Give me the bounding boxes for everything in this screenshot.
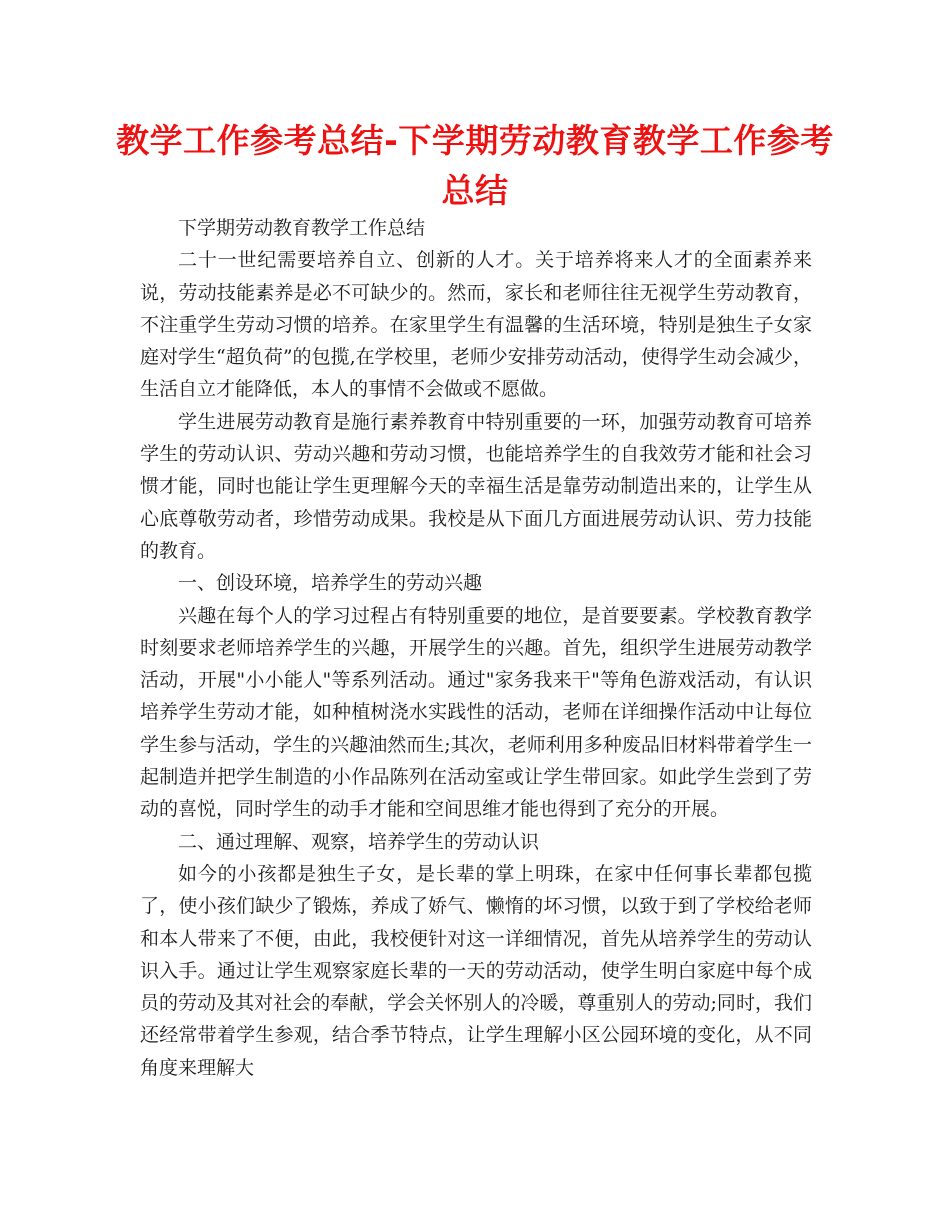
- subtitle-paragraph: 下学期劳动教育教学工作总结: [178, 217, 426, 239]
- document-body: [140, 212, 812, 1084]
- document-title: 教学工作参考总结-下学期劳动教育教学工作参考总结: [116, 121, 834, 210]
- body-paragraph: 如今的小孩都是独生子女，是长辈的掌上明珠，在家中任何事长辈都包揽了，使小孩们缺少了锻炼，养成了娇气、懒惰的坏习惯，以致于到了学校给老师和本人带来了不便，由此，我校便针对这一详细情况，首先从培养学生的劳动认识入手。通过让学生观察家庭长辈的一天的劳动活动，使学生明白家庭中每个成员的劳动及其对社会的奉献，学会关怀别人的冷暖，尊重别人的劳动;同时，我们还经常带着学生参观，结合季节特点，让学生理解小区公园环境的变化，从不同角度来理解大: [140, 862, 812, 1079]
- body-paragraph: 学生进展劳动教育是施行素养教育中特别重要的一环，加强劳动教育可培养学生的劳动认识、劳动兴趣和劳动习惯，也能培养学生的自我效劳才能和社会习惯才能，同时也能让学生更理解今天的幸福生活是靠劳动制造出来的，让学生从心底尊敬劳动者，珍惜劳动成果。我校是从下面几方面进展劳动认识、劳力技能的教育。: [140, 410, 812, 562]
- body-paragraph: 兴趣在每个人的学习过程占有特别重要的地位，是首要要素。学校教育教学时刻要求老师培养学生的兴趣，开展学生的兴趣。首先，组织学生进展劳动教学活动，开展"小小能人"等系列活动。通过"家务我来干"等角色游戏活动，有认识培养学生劳动才能，如种植树浇水实践性的活动，老师在详细操作活动中让每位学生参与活动，学生的兴趣油然而生;其次，老师利用多种废品旧材料带着学生一起制造并把学生制造的小作品陈列在活动室或让学生带回家。如此学生尝到了劳动的喜悦，同时学生的动手才能和空间思维才能也得到了充分的开展。: [140, 604, 812, 821]
- section-heading: 一、创设环境，培养学生的劳动兴趣: [178, 572, 483, 595]
- section-heading: 二、通过理解、观察，培养学生的劳动认识: [178, 830, 540, 853]
- body-paragraph: 二十一世纪需要培养自立、创新的人才。关于培养将来人才的全面素养来说，劳动技能素养是必不可缺少的。然而，家长和老师往往无视学生劳动教育，不注重学生劳动习惯的培养。在家里学生有温馨的生活环境，特别是独生子女家庭对学生“超负荷”的包揽,在学校里，老师少安排劳动活动，使得学生动会减少，生活自立才能降低，本人的事情不会做或不愿做。: [140, 249, 812, 401]
